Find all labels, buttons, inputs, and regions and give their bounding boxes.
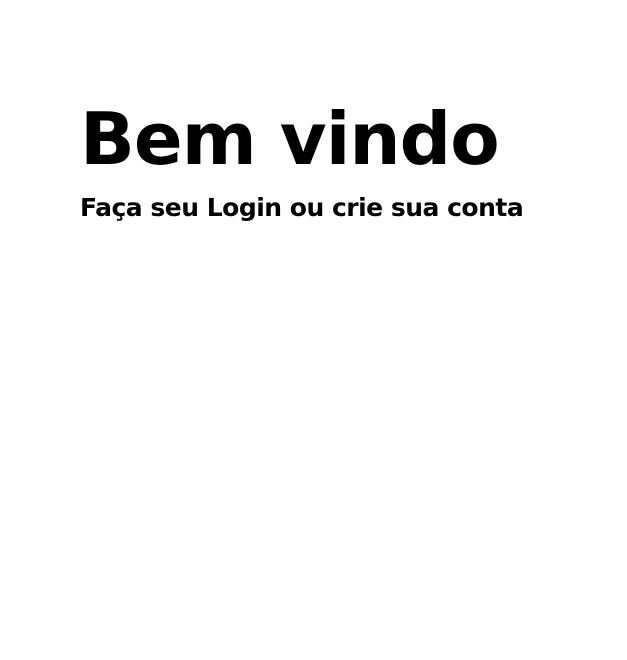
welcome-section	[80, 98, 523, 223]
page-subtitle: Faça seu Login ou crie sua conta	[80, 192, 524, 222]
page-title: Bem vindo	[80, 97, 499, 181]
